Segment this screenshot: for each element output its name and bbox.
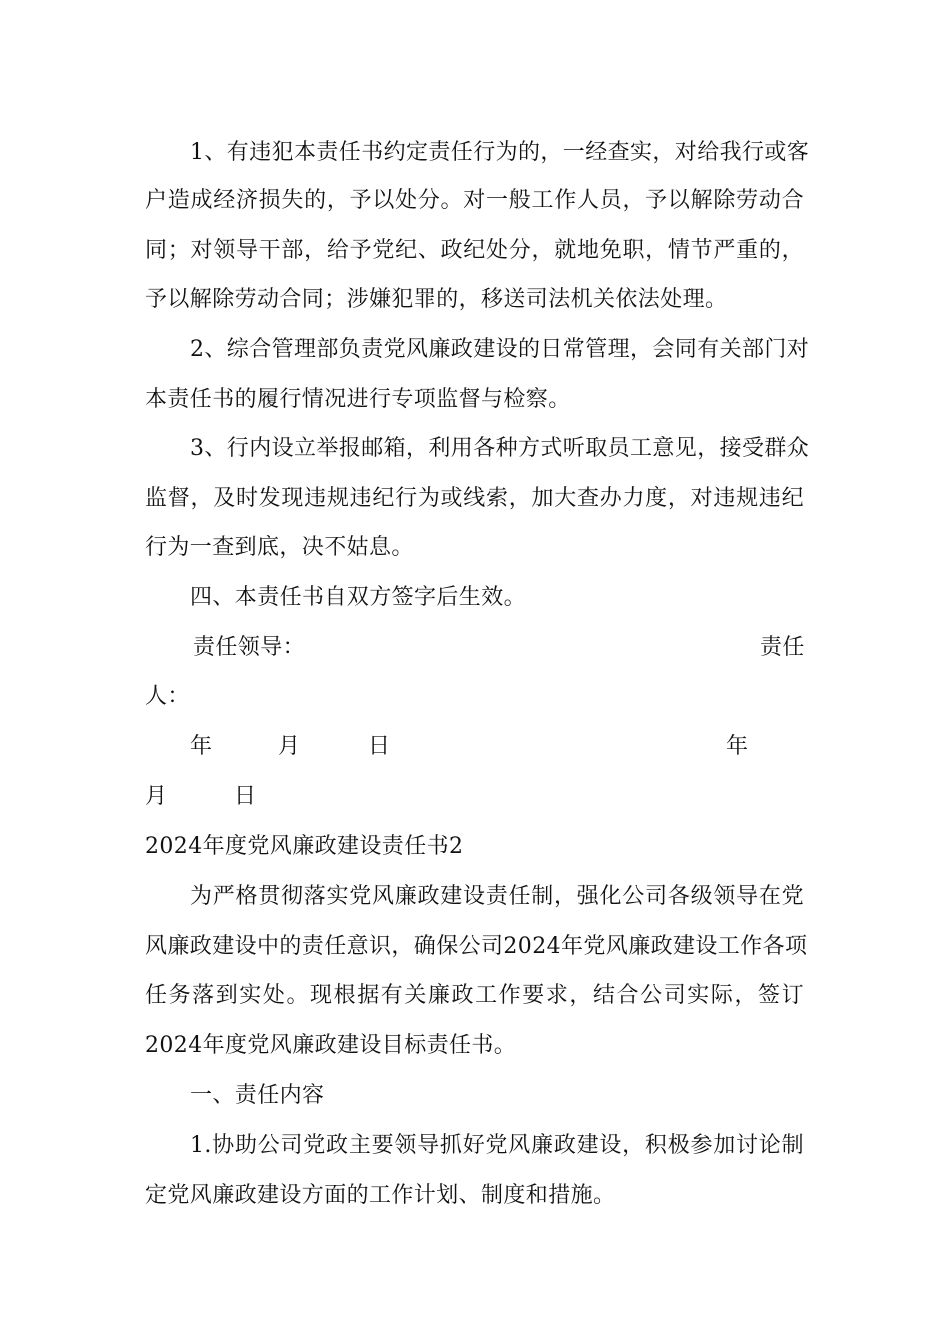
paragraph-item3-line2: 监督，及时发现违规违纪行为或线索，加大查办力度，对违规违纪 [145, 486, 804, 511]
paragraph-item1-line1: 1、有违犯本责任书约定责任行为的，一经查实，对给我行或客 [190, 140, 810, 165]
section2-intro-line3: 任务落到实处。现根据有关廉政工作要求，结合公司实际，签订 [145, 983, 804, 1008]
signature-person-label-part1: 责任 [760, 635, 805, 660]
signature-date-day-2: 日 [234, 784, 257, 809]
signature-person-label-part2: 人： [145, 684, 190, 709]
section2-intro-line4: 2024年度党风廉政建设目标责任书。 [145, 1033, 517, 1058]
paragraph-item4: 四、本责任书自双方签字后生效。 [190, 585, 527, 610]
paragraph-item1-line4: 予以解除劳动合同；涉嫌犯罪的，移送司法机关依法处理。 [145, 287, 728, 312]
paragraph-item1-line3: 同；对领导干部，给予党纪、政纪处分，就地免职，情节严重的， [145, 238, 804, 263]
paragraph-item2-line2: 本责任书的履行情况进行专项监督与检察。 [145, 387, 571, 412]
signature-leader-label: 责任领导： [193, 635, 306, 660]
section2-title: 2024年度党风廉政建设责任书2 [145, 834, 464, 859]
paragraph-item3-line1: 3、行内设立举报邮箱，利用各种方式听取员工意见，接受群众 [190, 436, 810, 461]
paragraph-item2-line1: 2、综合管理部负责党风廉政建设的日常管理，会同有关部门对 [190, 337, 810, 362]
signature-date-day: 日 [368, 734, 391, 759]
paragraph-item3-line3: 行为一查到底，决不姑息。 [145, 535, 414, 560]
paragraph-item1-line2: 户造成经济损失的，予以处分。对一般工作人员，予以解除劳动合 [145, 188, 804, 213]
section2-point1-line2: 定党风廉政建设方面的工作计划、制度和措施。 [145, 1183, 616, 1208]
section2-intro-line1: 为严格贯彻落实党风廉政建设责任制，强化公司各级领导在党 [190, 884, 804, 909]
signature-date-month: 月 [278, 734, 301, 759]
section2-point1-line1: 1.协助公司党政主要领导抓好党风廉政建设，积极参加讨论制 [190, 1133, 804, 1158]
section2-heading-responsibility: 一、责任内容 [190, 1083, 325, 1108]
section2-intro-line2: 风廉政建设中的责任意识，确保公司2024年党风廉政建设工作各项 [145, 934, 808, 959]
signature-date-month-2: 月 [145, 784, 168, 809]
signature-date-year-2: 年 [726, 734, 749, 759]
signature-date-year: 年 [190, 734, 213, 759]
